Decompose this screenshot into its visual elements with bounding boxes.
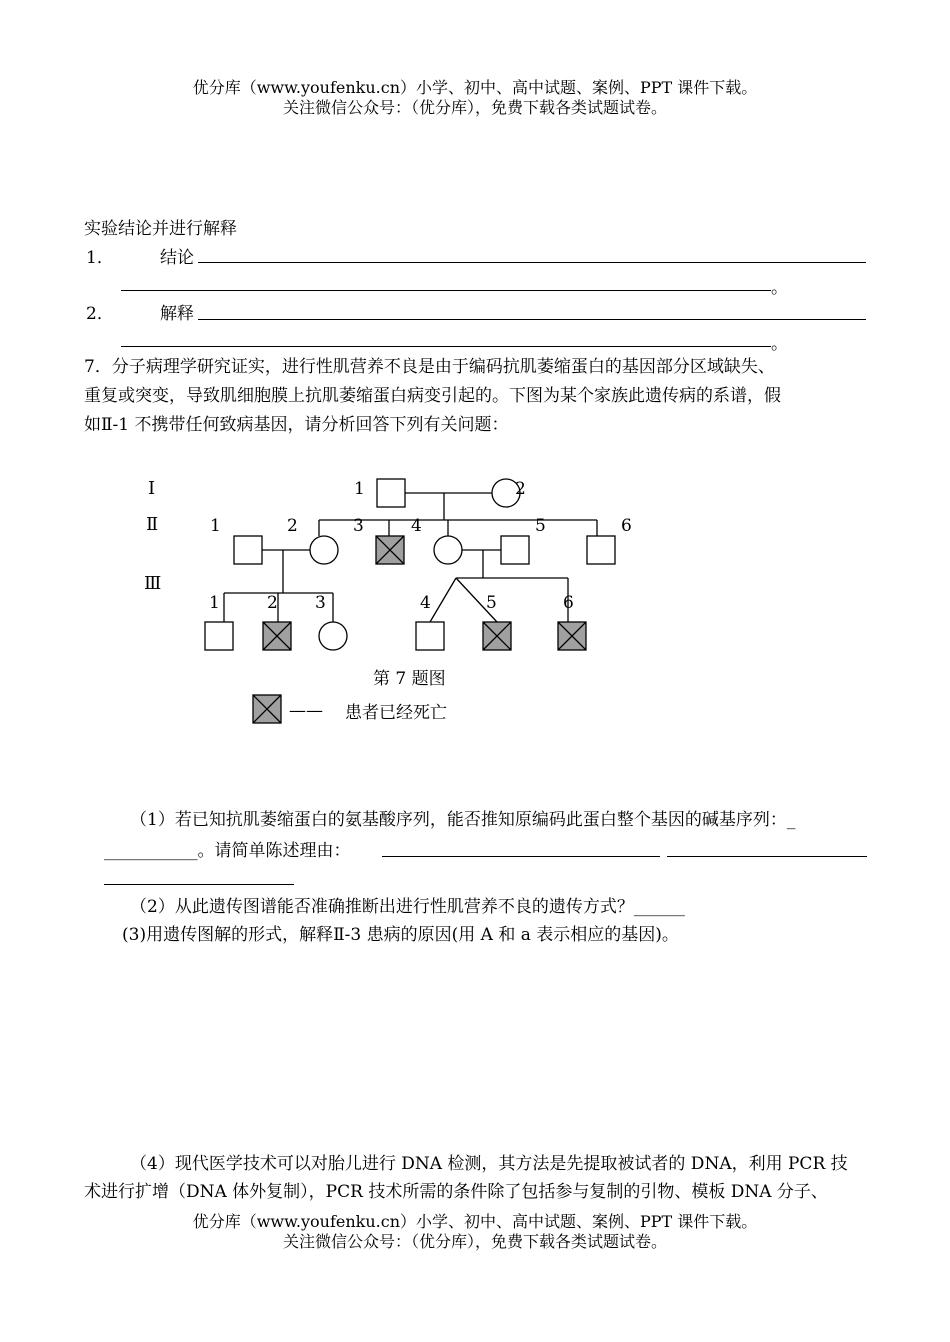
label-II-2: 2 xyxy=(287,516,298,536)
conclusion-item-2-period: 。 xyxy=(771,334,788,354)
label-III-3: 3 xyxy=(315,593,326,613)
conclusion-item-2-label: 解释 xyxy=(160,304,194,324)
label-II-3: 3 xyxy=(353,516,364,536)
page-footer-line-2: 关注微信公众号：（优分库），免费下载各类试题试卷。 xyxy=(282,1232,667,1251)
individual-III-5-affected-male xyxy=(483,622,511,650)
page-footer-line-1: 优分库（www.youfenku.cn）小学、初中、高中试题、案例、PPT 课件下载。 xyxy=(192,1212,758,1231)
reason-answer-line[interactable] xyxy=(382,856,660,857)
q7-stem-line-3: 如Ⅱ-1 不携带任何致病基因，请分析回答下列有关问题： xyxy=(84,415,509,435)
individual-III-6-affected-male xyxy=(558,622,586,650)
individual-III-1-male xyxy=(205,622,233,650)
label-III-1: 1 xyxy=(209,593,220,613)
reason-answer-line-3[interactable] xyxy=(104,884,294,885)
page-header-line-1: 优分库（www.youfenku.cn）小学、初中、高中试题、案例、PPT 课件下载。 xyxy=(192,78,758,97)
generation-label-3: Ⅲ xyxy=(144,573,162,594)
individual-II-2-female xyxy=(310,536,338,564)
label-II-4: 4 xyxy=(411,516,422,536)
reason-answer-line-2[interactable] xyxy=(667,856,867,857)
label-I-2: 2 xyxy=(515,479,526,499)
conclusion-item-1-period: 。 xyxy=(771,278,788,298)
label-III-4: 4 xyxy=(420,593,431,613)
page-header-line-2: 关注微信公众号：（优分库），免费下载各类试题试卷。 xyxy=(282,98,667,117)
q7-stem-line-1: 7．分子病理学研究证实，进行性肌营养不良是由于编码抗肌萎缩蛋白的基因部分区域缺失、 xyxy=(84,357,775,377)
individual-I-1-male xyxy=(377,479,405,507)
generation-label-2: Ⅱ xyxy=(146,514,159,535)
conclusion-heading: 实验结论并进行解释 xyxy=(84,219,237,239)
individual-II-4-female xyxy=(434,536,462,564)
individual-II-3-affected-male xyxy=(376,536,404,564)
pedigree-connecting-lines xyxy=(224,493,597,622)
individual-II-1-male xyxy=(234,536,262,564)
legend-text: 患者已经死亡 xyxy=(345,703,447,723)
generation-label-1: Ⅰ xyxy=(148,478,156,499)
conclusion-item-1-label: 结论 xyxy=(160,248,194,268)
q7-part-4-line-1: （4）现代医学技术可以对胎儿进行 DNA 检测，其方法是先提取被试者的 DNA，利用 PCR 技 xyxy=(130,1154,848,1174)
label-II-6: 6 xyxy=(621,516,632,536)
conclusion-item-2-number: 2． xyxy=(86,304,114,324)
q7-part-1-line-1: （1）若已知抗肌萎缩蛋白的氨基酸序列，能否推知原编码此蛋白整个基因的碱基序列：_ xyxy=(130,810,796,830)
q7-part-4-line-2: 术进行扩增（DNA 体外复制），PCR 技术所需的条件除了包括参与复制的引物、模板 DNA 分子、 xyxy=(84,1182,828,1202)
legend-affected-symbol xyxy=(253,695,281,723)
label-III-5: 5 xyxy=(486,593,497,613)
q7-part-3: (3)用遗传图解的形式，解释Ⅱ-3 患病的原因(用 A 和 a 表示相应的基因)。 xyxy=(122,925,679,945)
label-III-6: 6 xyxy=(563,593,574,613)
individual-III-3-female xyxy=(319,622,347,650)
q7-stem-line-2: 重复或突变，导致肌细胞膜上抗肌萎缩蛋白病变引起的。下图为某个家族此遗传病的系谱，假 xyxy=(84,386,781,406)
label-II-5: 5 xyxy=(535,516,546,536)
individual-III-2-affected-male xyxy=(263,622,291,650)
q7-part-2: （2）从此遗传图谱能否准确推断出进行性肌营养不良的遗传方式？______ xyxy=(130,897,685,917)
q7-part-1-line-2: ___________。请简单陈述理由： xyxy=(104,841,351,861)
label-III-2: 2 xyxy=(267,593,278,613)
individual-II-5-male xyxy=(501,536,529,564)
figure-caption: 第 7 题图 xyxy=(373,669,446,689)
label-II-1: 1 xyxy=(210,516,221,536)
legend-dash: —— xyxy=(289,701,323,721)
conclusion-item-1-number: 1． xyxy=(86,248,114,268)
individual-III-4-male xyxy=(416,622,444,650)
label-I-1: 1 xyxy=(354,479,365,499)
individual-II-6-male xyxy=(587,536,615,564)
